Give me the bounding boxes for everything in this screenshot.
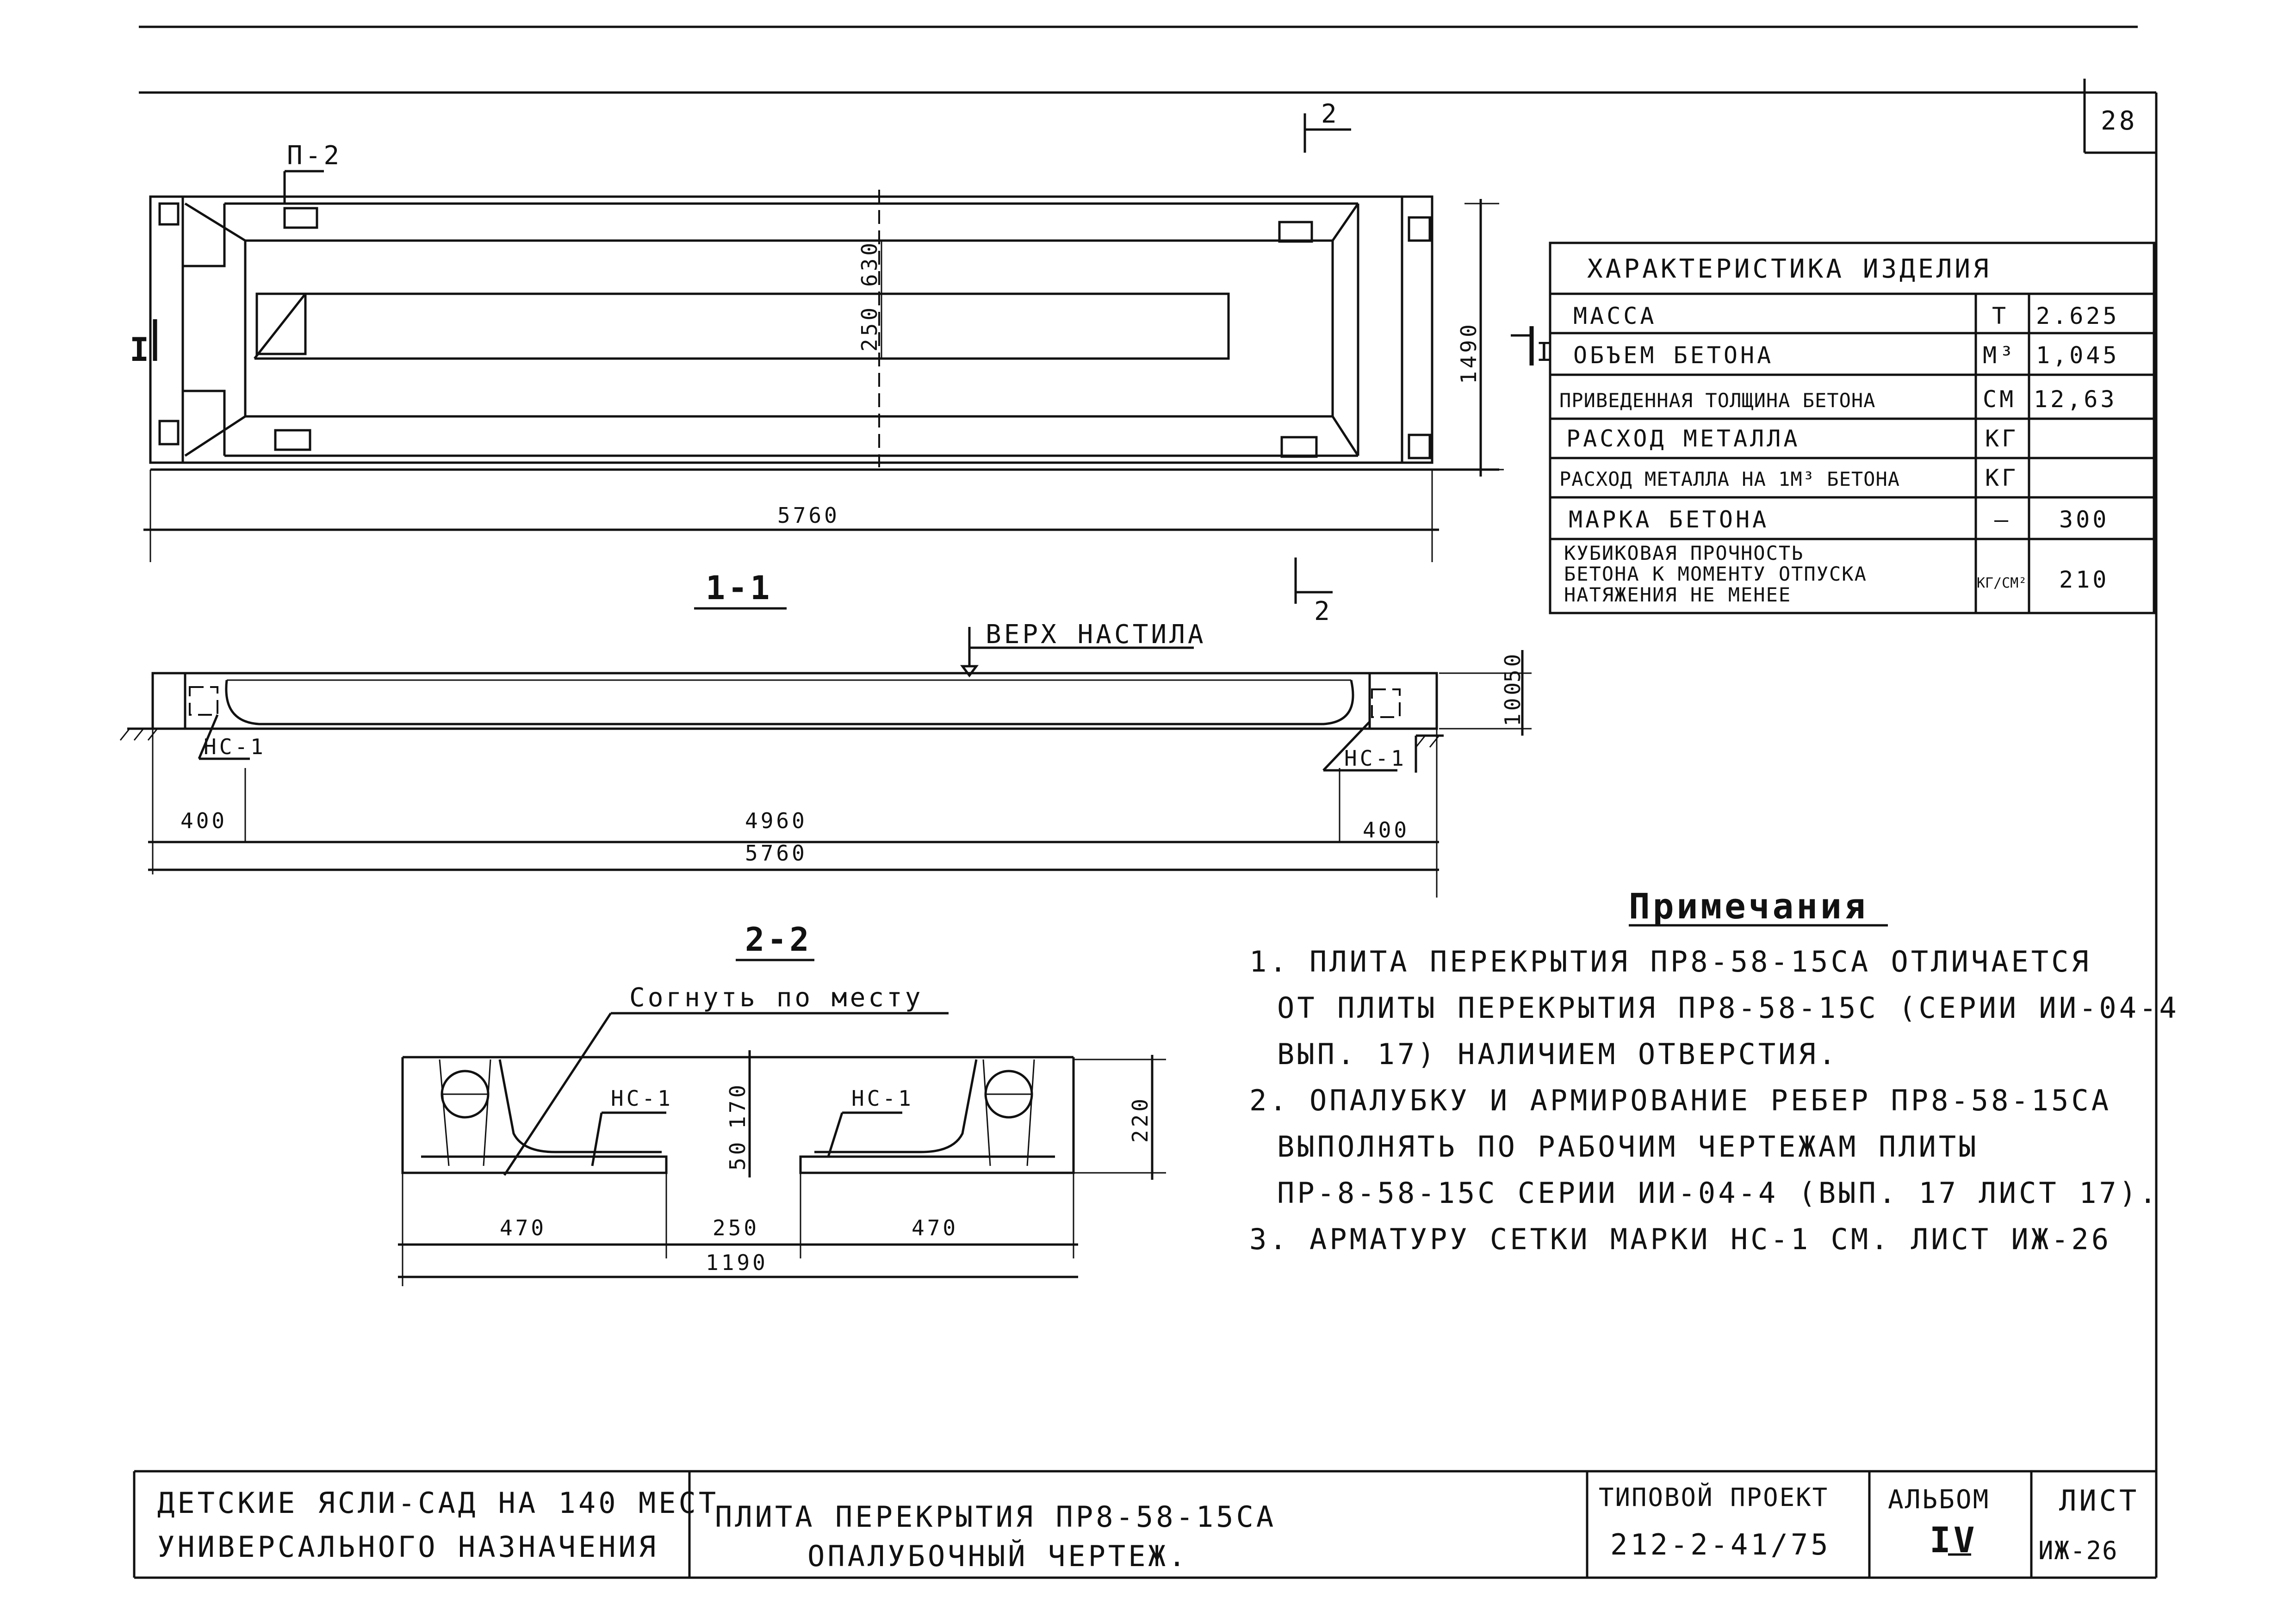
note-line: ВЫП. 17) НАЛИЧИЕМ ОТВЕРСТИЯ. [1277,1037,1839,1071]
section-2-2-dim-h220: 220 [1128,1096,1153,1143]
characteristics-row-unit: Т [1992,303,2009,329]
section-2-2-mesh-right: НС-1 [851,1086,914,1111]
plan-section-mark-2-bottom: 2 [1314,596,1333,626]
section-2-2-bend-note: Согнуть по месту [629,983,924,1013]
characteristics-row-value: 210 [2059,566,2110,593]
section-1-1-dim-total: 5760 [745,841,807,866]
section-1-1 [120,608,1532,898]
note-line: ПР-8-58-15С СЕРИИ ИИ-04-4 (ВЫП. 17 ЛИСТ 17). [1277,1176,2159,1210]
plan-dim-length: 5760 [777,503,840,528]
section-2-2-title: 2-2 [745,921,812,959]
section-2-2-mesh-left: НС-1 [611,1086,673,1111]
characteristics-row-name: ПРИВЕДЕННАЯ ТОЛЩИНА БЕТОНА [1559,389,1876,412]
section-2-2-dim-middle: 250 [713,1215,760,1240]
section-2-2-dim-h170: 170 [725,1082,750,1129]
characteristics-title: ХАРАКТЕРИСТИКА ИЗДЕЛИЯ [1587,254,1992,284]
section-1-1-dim-left-support: 400 [180,808,228,833]
characteristics-row-value: 300 [2059,506,2110,533]
sheet-number: 28 [2101,106,2138,136]
section-1-1-mesh-right: НС-1 [1344,746,1407,771]
album-value: IV [1930,1519,1978,1561]
characteristics-row-name: МАРКА БЕТОНА [1569,506,1769,533]
characteristics-row-name-line: КУБИКОВАЯ ПРОЧНОСТЬ [1564,542,1804,564]
section-1-1-mesh-left: НС-1 [204,734,266,759]
characteristics-row-name-line: НАТЯЖЕНИЯ НЕ МЕНЕЕ [1564,583,1792,606]
typical-project-value: 212-2-41/75 [1610,1528,1831,1561]
plan-dim-250: 250 [857,304,882,352]
plan-mark-p2: П-2 [287,141,342,171]
note-line: ОТ ПЛИТЫ ПЕРЕКРЫТИЯ ПР8-58-15С (СЕРИИ ИИ-04-4 [1277,991,2179,1025]
characteristics-row-name: РАСХОД МЕТАЛЛА НА 1М³ БЕТОНА [1559,468,1900,490]
section-1-1-dim-h50: 50 [1500,651,1525,682]
section-1-1-dim-span: 4960 [745,808,807,833]
characteristics-row-unit: КГ [1985,425,2019,452]
sheet-label: ЛИСТ [2059,1484,2140,1518]
note-line: 2. ОПАЛУБКУ И АРМИРОВАНИЕ РЕБЕР ПР8-58-15СА [1249,1084,2112,1117]
project-name-line-1: ДЕТСКИЕ ЯСЛИ-САД НА 140 МЕСТ [157,1486,719,1520]
section-2-2-dim-left: 470 [500,1215,547,1240]
drawing-name-line-2: ОПАЛУБОЧНЫЙ ЧЕРТЕЖ. [807,1539,1189,1573]
note-line: 3. АРМАТУРУ СЕТКИ МАРКИ НС-1 СМ. ЛИСТ ИЖ-26 [1249,1222,2112,1256]
characteristics-row-value: 2.625 [2036,303,2120,329]
characteristics-row-unit: М³ [1983,342,2017,369]
album-label: АЛЬБОМ [1888,1485,1990,1515]
characteristics-row-name: МАССА [1573,303,1657,329]
section-1-1-dim-right-support: 400 [1363,818,1410,842]
characteristics-row-name: РАСХОД МЕТАЛЛА [1566,425,1800,452]
section-1-1-title: 1-1 [706,569,773,607]
characteristics-row-name-line: БЕТОНА К МОМЕНТУ ОТПУСКА [1564,563,1867,585]
section-1-1-dim-h100: 100 [1500,679,1525,726]
characteristics-row-unit: КГ/СМ² [1977,575,2027,591]
note-line: 1. ПЛИТА ПЕРЕКРЫТИЯ ПР8-58-15СА ОТЛИЧАЕТСЯ [1249,945,2091,979]
characteristics-row-name: ОБЪЕМ БЕТОНА [1573,342,1774,369]
project-name-line-2: УНИВЕРСАЛЬНОГО НАЗНАЧЕНИЯ [157,1530,659,1564]
section-2-2-dim-h50: 50 [725,1139,750,1171]
drawing-name-line-1: ПЛИТА ПЕРЕКРЫТИЯ ПР8-58-15СА [715,1500,1277,1534]
plan-section-mark-1-right: I [1536,337,1555,367]
characteristics-row-unit: СМ [1983,386,2017,413]
section-2-2-dim-total: 1190 [706,1250,768,1275]
note-line: ВЫПОЛНЯТЬ ПО РАБОЧИМ ЧЕРТЕЖАМ ПЛИТЫ [1277,1130,1979,1164]
section-2-2-dim-right: 470 [912,1215,959,1240]
plan-section-mark-2-top: 2 [1321,99,1340,129]
plan-section-mark-1: I [130,331,152,369]
characteristics-row-value: 12,63 [2034,386,2117,413]
plan-dim-630: 630 [857,240,882,287]
plan-dim-width: 1490 [1456,322,1481,384]
characteristics-row-value: 1,045 [2036,342,2120,369]
characteristics-row-unit: КГ [1985,465,2019,491]
typical-project-label: ТИПОВОЙ ПРОЕКТ [1599,1483,1829,1512]
sheet-value: ИЖ-26 [2038,1536,2118,1565]
section-1-1-top-mark: ВЕРХ НАСТИЛА [986,619,1206,650]
notes-heading: Примечания [1629,886,1868,927]
plan-view [143,113,1532,604]
characteristics-row-unit: – [1994,506,2011,533]
